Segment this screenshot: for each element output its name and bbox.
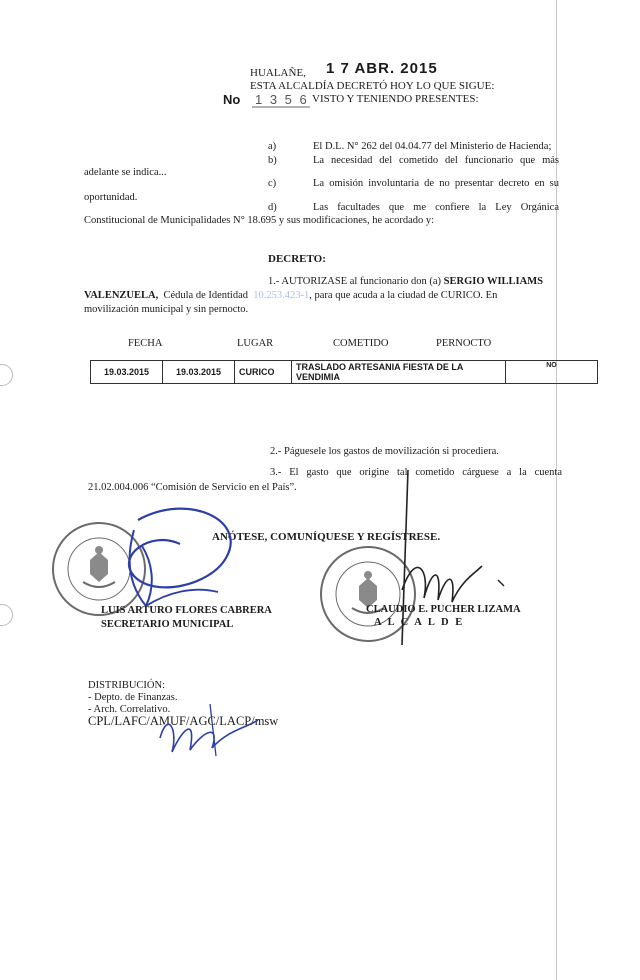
col-header-cometido: COMETIDO — [333, 338, 389, 349]
distribution-item: - Depto. de Finanzas. — [88, 692, 178, 703]
visto-c-letter: c) — [268, 178, 277, 189]
cell-lugar: CURICO — [235, 361, 292, 384]
visto-c-text: La omisión involuntaria de no presentar decreto en su — [313, 178, 559, 189]
decree-heading: DECRETO: — [268, 253, 326, 265]
cell-pernocto: NO — [506, 361, 598, 384]
signature-secretary — [98, 500, 248, 612]
itinerary-table — [90, 360, 598, 384]
cell-fecha-1: 19.03.2015 — [91, 361, 163, 384]
decree-point-1 — [268, 276, 543, 287]
cell-cometido: TRASLADO ARTESANIA FIESTA DE LA VENDIMIA — [292, 361, 506, 384]
decree-point-1-line-2 — [84, 290, 497, 301]
employee-surname: VALENZUELA, — [84, 290, 159, 301]
col-header-pernocto: PERNOCTO — [436, 338, 492, 349]
decree-point-1-line-3: movilización municipal y sin pernocto. — [84, 304, 249, 315]
punch-hole — [0, 364, 13, 386]
visto-d-letter: d) — [268, 202, 277, 213]
header-city: HUALAÑE, — [250, 67, 306, 79]
distribution-item: - Arch. Correlativo. — [88, 704, 171, 715]
table-row — [91, 361, 598, 384]
employee-first-names: SERGIO WILLIAMS — [443, 276, 543, 287]
visto-a-text: El D.L. N° 262 del 04.04.77 del Ministerio de Hacienda; — [313, 141, 552, 152]
decree-point-3-continuation: 21.02.004.006 “Comisión de Servicio en el País”. — [88, 482, 297, 493]
punch-hole — [0, 604, 13, 626]
decree-point-3: 3.- El gasto que origine tal cometido cárguese a la cuenta — [270, 467, 562, 478]
visto-d-continuation: Constitucional de Municipalidades N° 18.695 y sus modificaciones, he acordado y: — [84, 215, 435, 226]
distribution-title: DISTRIBUCIÓN: — [88, 680, 166, 691]
initials-line: CPL/LAFC/AMUF/AGC/LACP/msw — [88, 714, 279, 728]
col-header-lugar: LUGAR — [237, 338, 274, 349]
id-label: Cédula de Identidad — [163, 290, 249, 301]
decree-point-1-end: , para que acuda a la ciudad de CURICO. En — [309, 290, 498, 301]
page-edge-line — [556, 0, 557, 980]
secretary-name: LUIS ARTURO FLORES CABRERA — [101, 605, 272, 616]
visto-a-letter: a) — [268, 141, 277, 152]
header-line-2: ESTA ALCALDÍA DECRETÓ HOY LO QUE SIGUE: — [250, 80, 495, 92]
visto-d-text: Las facultades que me confiere la Ley Orgánica — [313, 202, 559, 213]
number-underline — [252, 104, 312, 110]
mayor-title: A L C A L D E — [374, 617, 465, 628]
visto-c-continuation: oportunidad. — [84, 192, 138, 203]
decree-point-1-start: 1.- AUTORIZASE al funcionario don (a) — [268, 276, 442, 287]
visto-b-text: La necesidad del cometido del funcionario que más — [313, 155, 559, 166]
mayor-name: CLAUDIO E. PUCHER LIZAMA — [366, 604, 521, 615]
visto-b-letter: b) — [268, 155, 277, 166]
visto-b-continuation: adelante se indica... — [84, 167, 167, 178]
date-stamp: 1 7 ABR. 2015 — [326, 60, 438, 77]
cell-fecha-2: 19.03.2015 — [163, 361, 235, 384]
col-header-fecha: FECHA — [128, 338, 163, 349]
id-number-redacted: 10.253.423-1 — [253, 290, 310, 301]
header-line-3: VISTO Y TENIENDO PRESENTES: — [312, 93, 479, 105]
secretary-title: SECRETARIO MUNICIPAL — [101, 619, 234, 630]
closing-formula: ANÓTESE, COMUNÍQUESE Y REGÍSTRESE. — [212, 531, 441, 543]
decree-number: 1 3 5 6 — [255, 92, 309, 107]
decree-point-2: 2.- Páguesele los gastos de movilización si procediera. — [270, 446, 499, 457]
initials-handwriting — [150, 700, 270, 762]
number-label: No — [223, 92, 241, 107]
